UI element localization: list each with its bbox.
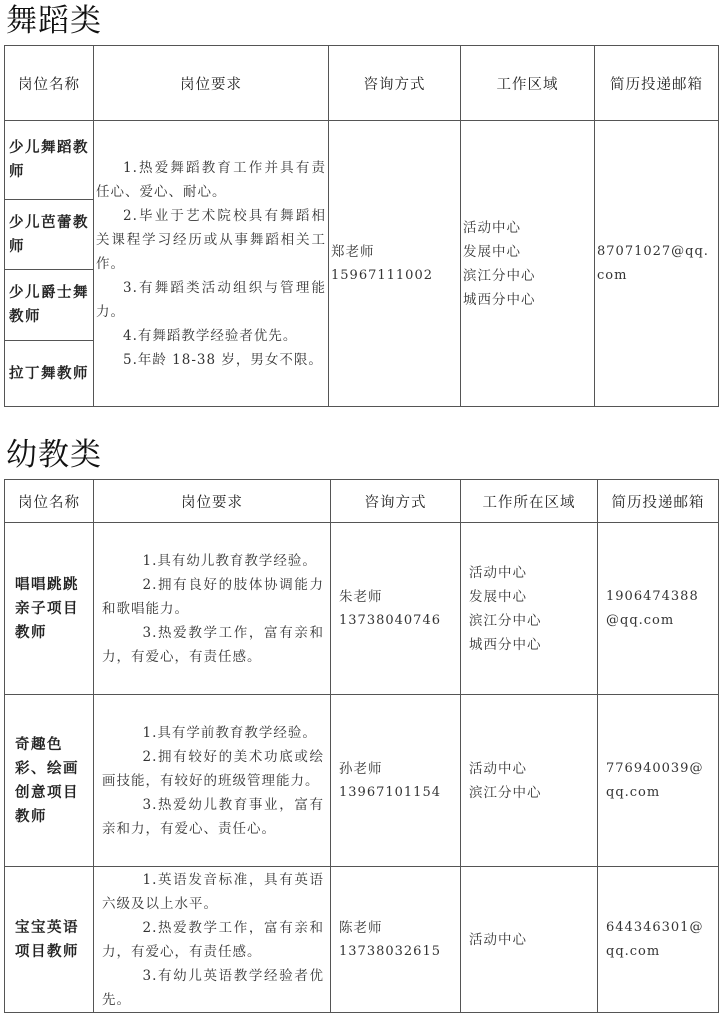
contact-phone: 13738032615 xyxy=(339,943,441,959)
area-cell xyxy=(461,867,598,1013)
requirement-item: 3.有舞蹈类活动组织与管理能力。 xyxy=(96,279,326,320)
requirement-item: 3.有幼儿英语教学经验者优先。 xyxy=(102,967,324,1008)
position-name: 少儿芭蕾教师 xyxy=(5,200,94,270)
requirement-item: 1.英语发音标准，具有英语六级及以上水平。 xyxy=(102,871,324,912)
area-item: 滨江分中心 xyxy=(469,612,542,629)
table-row xyxy=(5,867,719,1013)
requirement-item: 1.具有学前教育教学经验。 xyxy=(142,724,317,741)
area-item: 发展中心 xyxy=(463,243,521,260)
table-row xyxy=(5,695,719,867)
contact-cell xyxy=(329,121,461,407)
position-name: 少儿爵士舞教师 xyxy=(5,270,94,341)
requirements-cell xyxy=(94,523,331,695)
area-item: 城西分中心 xyxy=(469,636,542,653)
contact-phone: 15967111002 xyxy=(331,267,433,283)
contact-cell xyxy=(331,523,461,695)
contact-name: 郑老师 xyxy=(331,243,375,260)
header-contact: 咨询方式 xyxy=(329,46,461,121)
contact-name: 朱老师 xyxy=(339,588,383,605)
area-cell xyxy=(461,121,595,407)
area-item: 城西分中心 xyxy=(463,291,536,308)
email-cell[interactable]: 776940039@qq.com xyxy=(598,695,719,867)
header-area: 工作所在区域 xyxy=(461,480,598,523)
header-email: 简历投递邮箱 xyxy=(595,46,719,121)
area-item: 活动中心 xyxy=(469,564,527,581)
table-header-row xyxy=(5,480,719,523)
requirement-item: 3.热爱教学工作，富有亲和力，有爱心，有责任感。 xyxy=(102,624,324,665)
contact-name: 孙老师 xyxy=(339,760,383,777)
position-name: 拉丁舞教师 xyxy=(5,341,94,407)
contact-phone: 13967101154 xyxy=(339,784,441,800)
header-position: 岗位名称 xyxy=(5,46,94,121)
requirement-item: 1.具有幼儿教育教学经验。 xyxy=(142,552,317,569)
email-cell[interactable]: 1906474388@qq.com xyxy=(598,523,719,695)
preschool-jobs-table xyxy=(4,479,719,1013)
position-name: 少儿舞蹈教师 xyxy=(5,121,94,200)
requirement-item: 2.拥有良好的肢体协调能力和歌唱能力。 xyxy=(102,576,324,617)
header-requirements: 岗位要求 xyxy=(94,46,329,121)
dance-jobs-table xyxy=(4,45,719,407)
contact-phone: 13738040746 xyxy=(339,612,441,628)
email-cell[interactable]: 87071027@qq.com xyxy=(595,121,719,407)
requirements-cell xyxy=(94,695,331,867)
header-email: 简历投递邮箱 xyxy=(598,480,719,523)
area-item: 发展中心 xyxy=(469,588,527,605)
position-name: 唱唱跳跳亲子项目教师 xyxy=(5,523,94,695)
header-requirements: 岗位要求 xyxy=(94,480,331,523)
area-cell xyxy=(461,695,598,867)
area-item: 活动中心 xyxy=(463,219,521,236)
area-item: 滨江分中心 xyxy=(463,267,536,284)
contact-cell xyxy=(331,867,461,1013)
area-cell xyxy=(461,523,598,695)
header-position: 岗位名称 xyxy=(5,480,94,523)
position-name: 宝宝英语项目教师 xyxy=(5,867,94,1013)
requirement-item: 3.热爱幼儿教育事业，富有亲和力，有爱心、责任心。 xyxy=(102,796,324,837)
requirement-item: 4.有舞蹈教学经验者优先。 xyxy=(123,327,298,344)
area-item: 活动中心 xyxy=(469,931,527,948)
requirement-item: 2.毕业于艺术院校具有舞蹈相关课程学习经历或从事舞蹈相关工作。 xyxy=(96,207,326,272)
requirement-item: 2.热爱教学工作，富有亲和力，有爱心，有责任感。 xyxy=(102,919,324,960)
section-title-preschool: 幼教类 xyxy=(6,437,102,473)
header-contact: 咨询方式 xyxy=(331,480,461,523)
email-cell[interactable]: 644346301@qq.com xyxy=(598,867,719,1013)
area-item: 活动中心 xyxy=(469,760,527,777)
contact-name: 陈老师 xyxy=(339,919,383,936)
table-header-row xyxy=(5,46,719,121)
requirement-item: 5.年龄 18-38 岁，男女不限。 xyxy=(123,351,323,368)
requirement-item: 2.拥有较好的美术功底或绘画技能，有较好的班级管理能力。 xyxy=(102,748,324,789)
requirements-cell xyxy=(94,867,331,1013)
area-item: 滨江分中心 xyxy=(469,784,542,801)
section-title-dance: 舞蹈类 xyxy=(6,3,102,39)
requirement-item: 1.热爱舞蹈教育工作并具有责任心、爱心、耐心。 xyxy=(96,159,326,200)
table-row xyxy=(5,121,719,200)
position-name: 奇趣色彩、绘画创意项目教师 xyxy=(5,695,94,867)
requirements-cell xyxy=(94,121,329,407)
contact-cell xyxy=(331,695,461,867)
table-row xyxy=(5,523,719,695)
header-area: 工作区域 xyxy=(461,46,595,121)
